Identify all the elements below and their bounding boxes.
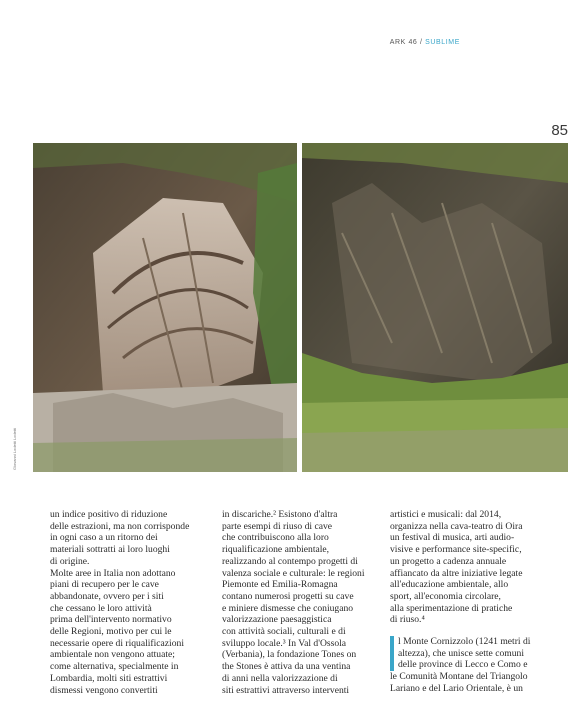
text-line: riqualificazione ambientale, — [222, 544, 330, 556]
text-line: di riuso.⁴ — [390, 614, 425, 626]
text-line: un festival di musica, arti audio- — [390, 532, 515, 544]
text-line: affiancato da altre iniziative legate — [390, 567, 523, 579]
rock-outcrop-photo-left — [33, 143, 297, 472]
paragraph-with-initial — [390, 636, 560, 695]
photo-credit: Giovanni Lodetti Lodetti — [12, 427, 17, 470]
text-line: abbandonate, ovvero per i siti — [50, 590, 164, 602]
text-line: un indice positivo di riduzione — [50, 509, 168, 520]
text-line: ambientale non vengono attuate; — [50, 649, 175, 661]
text-line: un progetto a cadenza annuale — [390, 555, 507, 567]
text-line: visive e performance site-specific, — [390, 544, 522, 556]
text-line: parte esempi di riuso di cave — [222, 520, 333, 532]
text-line: all'educazione ambientale, allo — [390, 579, 509, 591]
text-line: come alternativa, specialmente in — [50, 661, 179, 673]
text-line: the Stones è attiva da una ventina — [222, 661, 351, 673]
text-line: valenza sociale e culturale: le regioni — [222, 567, 365, 579]
issue-label: ARK 46 / — [389, 39, 426, 46]
text-line: valorizzazione paesaggistica — [222, 614, 332, 626]
text-line: contano numerosi progetti su cave — [222, 590, 354, 602]
text-line: Molte aree in Italia non adottano — [50, 567, 176, 579]
text-line: Lariano e del Lario Orientale, è un — [390, 682, 523, 694]
text-line: l Monte Cornizzolo (1241 metri di — [398, 636, 531, 648]
initial-bar-icon — [390, 636, 394, 671]
text-line: le Comunità Montane del Triangolo — [390, 671, 528, 683]
text-column-1 — [50, 509, 210, 696]
text-line: sviluppo locale.³ In Val d'Ossola — [222, 637, 347, 649]
text-line: che contribuiscono alla loro — [222, 532, 329, 544]
text-line: che cessano le loro attività — [50, 602, 152, 614]
text-line: delle province di Lecco e Como e — [398, 659, 528, 671]
page-number: 85 — [551, 122, 568, 139]
text-line: necessarie opere di riqualificazioni — [50, 637, 184, 649]
text-line: di origine. — [50, 555, 90, 567]
paragraph-gap — [390, 626, 560, 636]
text-line: alla sperimentazione di pratiche — [390, 602, 513, 614]
text-line: delle Regioni, motivo per cui le — [50, 626, 172, 638]
text-line: di anni nella valorizzazione di — [222, 672, 338, 684]
text-line: realizzando al contempo progetti di — [222, 555, 358, 567]
text-line: e miniere dismesse che coniugano — [222, 602, 354, 614]
text-line: organizza nella cava-teatro di Oira — [390, 520, 523, 532]
text-line: altezza), che unisce sette comuni — [398, 647, 524, 659]
text-line: (Verbania), la fondazione Tones on — [222, 649, 357, 661]
text-column-2 — [222, 509, 382, 696]
text-line: materiali sottratti ai loro luoghi — [50, 544, 170, 556]
rock-outcrop-photo-right — [302, 143, 568, 472]
text-line: siti estrattivi attraverso interventi — [222, 684, 350, 696]
section-label: SUBLIME — [425, 39, 460, 46]
text-line: in discariche.² Esistono d'altra — [222, 509, 338, 520]
text-line: in ogni caso a un ritorno dei — [50, 532, 158, 544]
text-column-3 — [390, 509, 560, 695]
text-line: artistici e musicali: dal 2014, — [390, 509, 502, 520]
photo-left — [33, 143, 297, 472]
text-line: dismessi vengono convertiti — [50, 684, 158, 696]
text-line: Piemonte ed Emilia-Romagna — [222, 579, 338, 591]
text-line: delle estrazioni, ma non corrisponde — [50, 520, 190, 532]
text-line: prima dell'intervento normativo — [50, 614, 172, 626]
photo-right — [302, 143, 568, 472]
text-line: Lombardia, molti siti estrattivi — [50, 672, 168, 684]
running-header — [390, 39, 460, 46]
text-line: piani di recupero per le cave — [50, 579, 159, 591]
text-line: con attività sociali, culturali e di — [222, 626, 346, 638]
text-line: sport, all'economia circolare, — [390, 590, 501, 602]
